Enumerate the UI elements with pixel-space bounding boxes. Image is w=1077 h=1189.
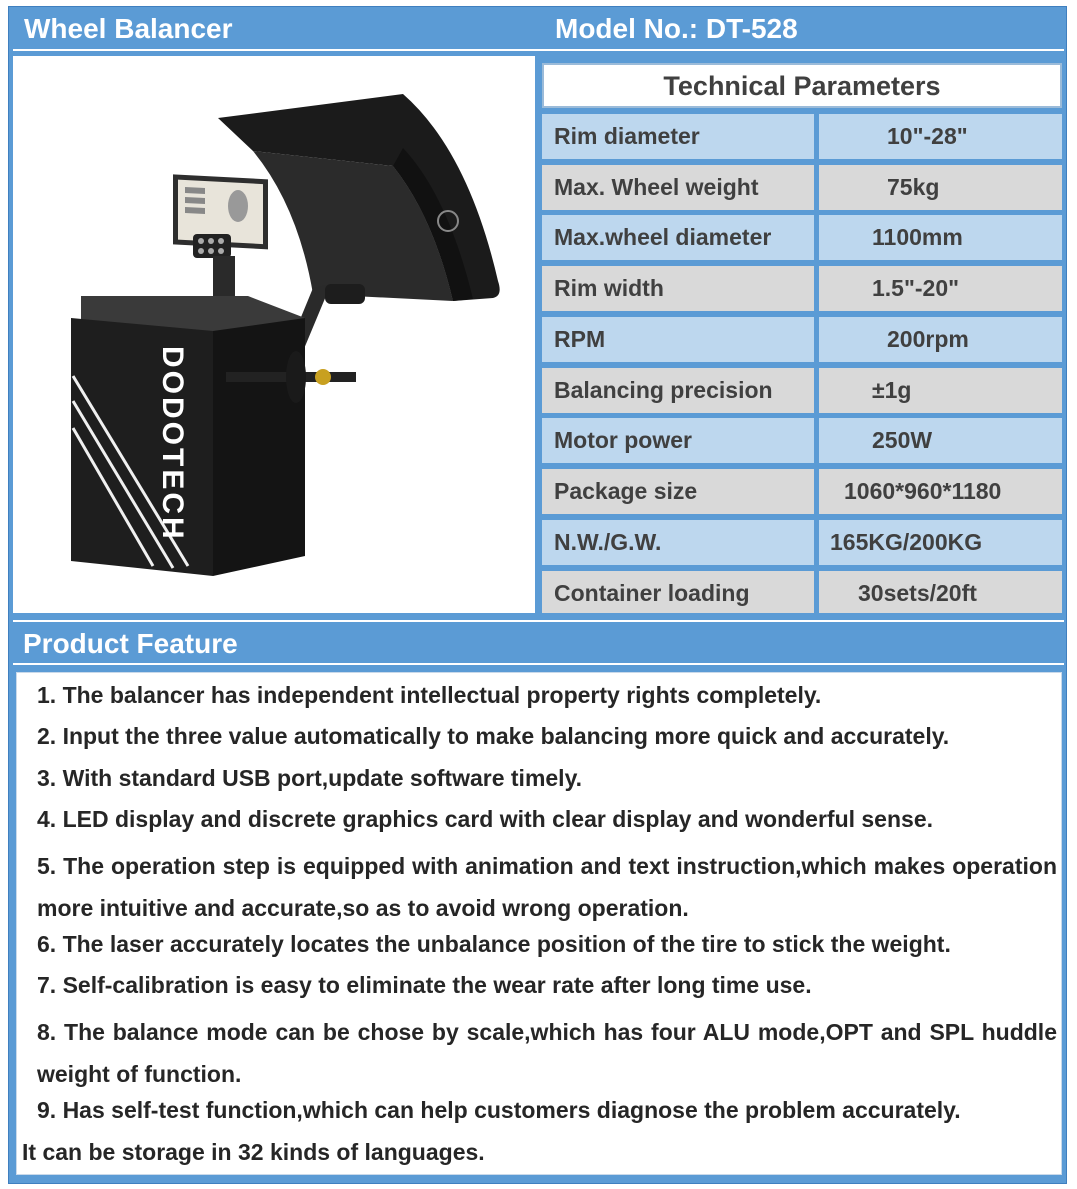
product-title: Wheel Balancer xyxy=(24,13,233,44)
technical-parameters-title: Technical Parameters xyxy=(542,63,1062,108)
param-label: Rim width xyxy=(542,266,814,311)
param-label: Rim diameter xyxy=(542,114,814,159)
list-item: 2. Input the three value automatically to make balancing more quick and accurately. xyxy=(37,723,950,749)
param-value: 75kg xyxy=(819,165,1062,210)
list-item: 4. LED display and discrete graphics card with clear display and wonderful sense. xyxy=(37,806,934,832)
list-item: 1. The balancer has independent intellectual property rights completely. xyxy=(37,682,822,708)
param-value: 250W xyxy=(819,418,1062,463)
product-image-panel xyxy=(13,56,535,613)
list-item: 3. With standard USB port,update software timely. xyxy=(37,765,583,791)
param-label: Max.wheel diameter xyxy=(542,215,814,260)
list-item: 9. Has self-test function,which can help customers diagnose the problem accurately. xyxy=(37,1097,961,1123)
param-value: 200rpm xyxy=(819,317,1062,362)
list-item: 6. The laser accurately locates the unbalance position of the tire to stick the weight. xyxy=(37,931,951,957)
param-value: 1060*960*1180 xyxy=(819,469,1062,514)
param-value: 1100mm xyxy=(819,215,1062,260)
model-number: Model No.: DT-528 xyxy=(555,13,798,44)
param-label: Container loading xyxy=(542,571,814,613)
param-value: ±1g xyxy=(819,368,1062,413)
param-label: Motor power xyxy=(542,418,814,463)
param-value: 10"-28" xyxy=(819,114,1062,159)
footer-note: It can be storage in 32 kinds of languages. xyxy=(22,1139,485,1165)
list-item: 7. Self-calibration is easy to eliminate the wear rate after long time use. xyxy=(37,972,812,998)
param-label: Max. Wheel weight xyxy=(542,165,814,210)
param-label: Balancing precision xyxy=(542,368,814,413)
param-label: RPM xyxy=(542,317,814,362)
product-feature-title: Product Feature xyxy=(23,628,238,659)
brand-text: DODOTECH xyxy=(156,346,189,542)
param-label: N.W./G.W. xyxy=(542,520,814,565)
param-value: 165KG/200KG xyxy=(819,520,1062,565)
param-label: Package size xyxy=(542,469,814,514)
list-item: 8. The balance mode can be chose by scale,which has four ALU mode,OPT and SPL huddle weight of function. xyxy=(37,1019,1057,1087)
param-value: 1.5"-20" xyxy=(819,266,1062,311)
param-value: 30sets/20ft xyxy=(819,571,1062,613)
list-item: 5. The operation step is equipped with animation and text instruction,which makes operation more intuitive and accurate,so as to avoid wrong operation. xyxy=(37,853,1057,921)
product-feature-bar xyxy=(13,620,1064,665)
wheel-balancer-image xyxy=(13,56,535,613)
